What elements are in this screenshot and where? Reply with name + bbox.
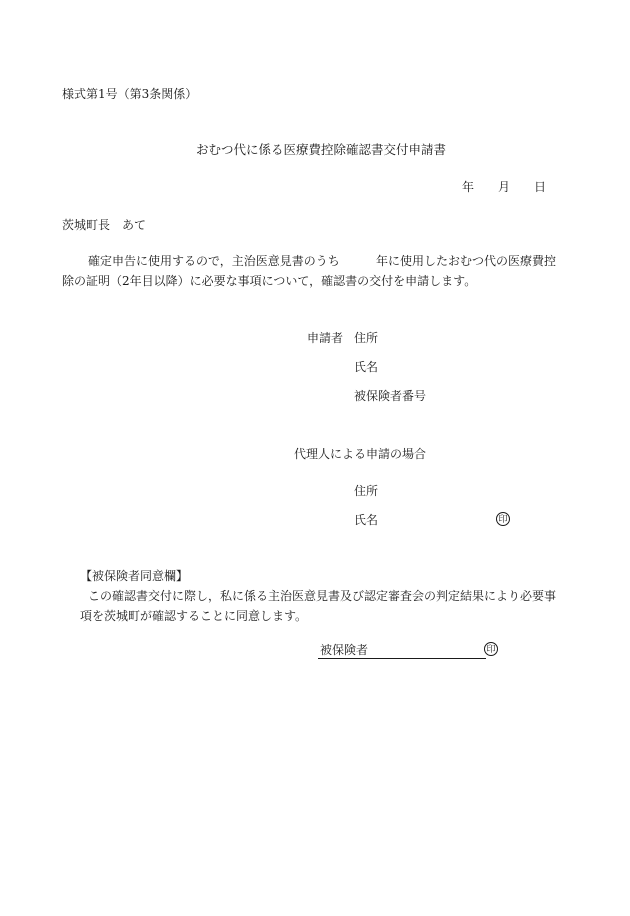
proxy-seal-mark: 印	[496, 512, 510, 526]
applicant-name-label: 氏名	[354, 360, 379, 374]
date-day-label: 日	[534, 180, 547, 194]
date-year-label: 年	[462, 180, 475, 194]
request-line-1a: 確定申告に使用するので，主治医意見書のうち	[88, 254, 340, 268]
proxy-heading: 代理人による申請の場合	[294, 447, 427, 461]
consent-heading: 【被保険者同意欄】	[80, 569, 189, 583]
date-month-label: 月	[498, 180, 511, 194]
applicant-label: 申請者	[307, 331, 344, 345]
addressee: 茨城町長 あて	[62, 218, 147, 232]
consent-insured-label: 被保険者	[320, 643, 369, 657]
consent-line-1: この確認書交付に際し，私に係る主治医意見書及び認定審査会の判定結果により必要事	[88, 589, 557, 603]
proxy-name-label: 氏名	[354, 513, 379, 527]
consent-signature-line	[318, 643, 486, 659]
applicant-address-label: 住所	[354, 331, 379, 345]
consent-line-2: 項を茨城町が確認することに同意します。	[80, 609, 308, 623]
document-title: おむつ代に係る医療費控除確認書交付申請書	[196, 142, 447, 157]
form-number: 様式第1号（第3条関係）	[62, 87, 198, 101]
applicant-insured-number-label: 被保険者番号	[354, 389, 427, 403]
proxy-address-label: 住所	[354, 484, 379, 498]
request-line-2: 除の証明（2年目以降）に必要な事項について，確認書の交付を申請します。	[62, 274, 477, 288]
consent-seal-mark: 印	[484, 642, 498, 656]
request-line-1b: 年に使用したおむつ代の医療費控	[376, 254, 557, 268]
